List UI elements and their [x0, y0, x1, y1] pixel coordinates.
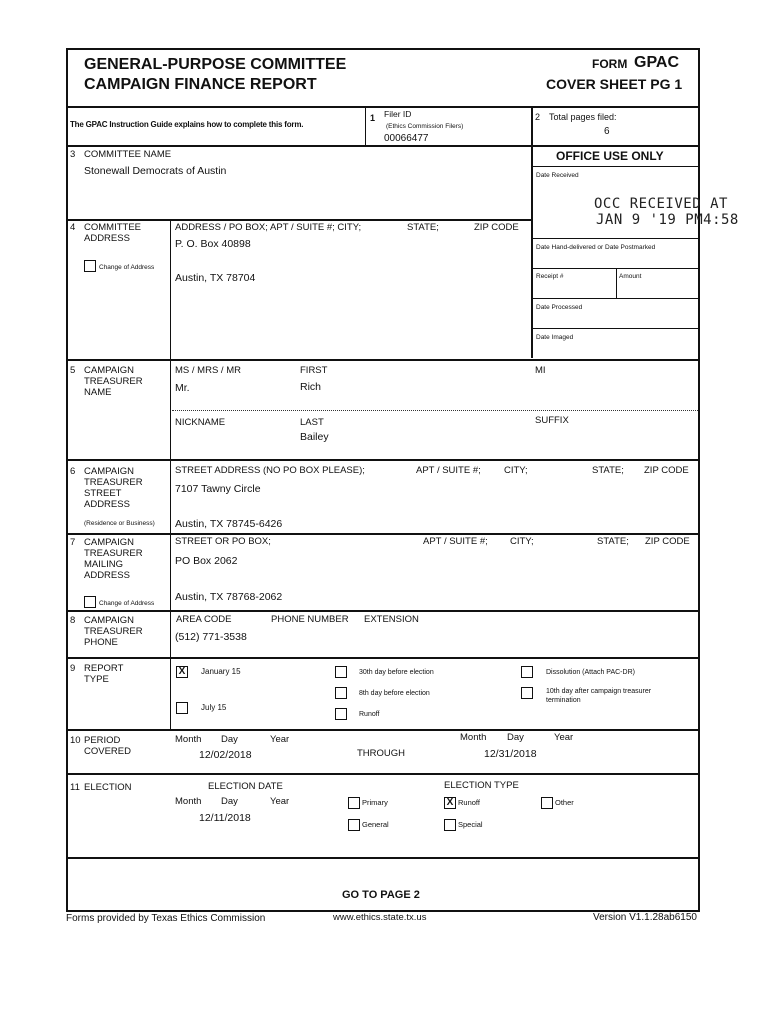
form-code: GPAC: [634, 54, 680, 71]
office-line-3: [531, 298, 700, 299]
election-type-label: ELECTION TYPE: [444, 780, 519, 791]
special-label: Special: [458, 820, 483, 829]
day10-label-line1: 10th day after campaign treasurer: [546, 688, 652, 695]
january15-checkbox[interactable]: X: [176, 666, 188, 678]
form-title-line2: CAMPAIGN FINANCE REPORT: [84, 76, 317, 93]
row-divider-12: [66, 857, 700, 859]
mailing-change-address-checkbox[interactable]: [84, 596, 96, 608]
runoff-report-label: Runoff: [359, 711, 380, 718]
committee-name-value: Stonewall Democrats of Austin: [84, 165, 227, 177]
treasurer-phone-label3: PHONE: [84, 637, 118, 648]
treasurer-street-label1: CAMPAIGN: [84, 466, 134, 477]
report-type-label2: TYPE: [84, 674, 109, 685]
mailing-apt-header: APT / SUITE #;: [423, 536, 488, 547]
section5-number: 5: [70, 365, 76, 376]
street-zip-header: ZIP CODE: [644, 465, 689, 476]
filer-id-label: Filer ID: [384, 109, 412, 119]
period-label1: PERIOD: [84, 735, 121, 746]
committee-name-label: COMMITTEE NAME: [84, 149, 172, 160]
treasurer-name-label1: CAMPAIGN: [84, 365, 134, 376]
row-divider-5: [66, 359, 700, 361]
through-label: THROUGH: [357, 748, 406, 759]
treasurer-mailing-label1: CAMPAIGN: [84, 537, 134, 548]
form-word: FORM: [592, 57, 628, 71]
election-day-label: Day: [221, 796, 238, 807]
filer-id-sublabel: (Ethics Commission Filers): [386, 123, 464, 130]
treasurer-phone-label1: CAMPAIGN: [84, 615, 134, 626]
frame-top: [66, 48, 700, 50]
area-code-label: AREA CODE: [176, 614, 232, 625]
committee-address-header: ADDRESS / PO BOX; APT / SUITE #; CITY;: [175, 222, 362, 233]
runoff-election-checkbox[interactable]: X: [444, 797, 456, 809]
receipt-label: Receipt #: [536, 273, 564, 280]
date-received-label: Date Received: [536, 172, 579, 179]
special-checkbox[interactable]: [444, 819, 456, 831]
pages-number: 2: [535, 112, 541, 122]
mailing-line2: Austin, TX 78768-2062: [175, 591, 283, 603]
suffix-label: SUFFIX: [535, 415, 569, 426]
nickname-label: NICKNAME: [175, 417, 226, 428]
office-line-4: [531, 328, 700, 329]
filer-id-number: 1: [370, 113, 376, 123]
last-name-value: Bailey: [300, 431, 329, 443]
election-month-label: Month: [175, 796, 202, 807]
mailing-line1: PO Box 2062: [175, 555, 238, 567]
section3-number: 3: [70, 149, 76, 160]
instruction-text: The GPAC Instruction Guide explains how to complete this form.: [70, 120, 304, 129]
treasurer-street-label3: STREET: [84, 488, 122, 499]
title-value: Mr.: [175, 382, 190, 394]
row-divider-11: [66, 773, 700, 775]
treasurer-mailing-label3: MAILING: [84, 559, 124, 570]
primary-checkbox[interactable]: [348, 797, 360, 809]
committee-address-line2: Austin, TX 78704: [175, 272, 256, 284]
election-date-label: ELECTION DATE: [208, 781, 283, 792]
january15-label: January 15: [201, 667, 241, 676]
residence-note: (Residence or Business): [84, 520, 155, 527]
election-year-label: Year: [270, 796, 290, 807]
hand-delivered-label: Date Hand-delivered or Date Postmarked: [536, 244, 656, 251]
amount-label: Amount: [619, 273, 642, 280]
frame-right: [698, 48, 700, 912]
dissolution-label: Dissolution (Attach PAC-DR): [546, 669, 635, 676]
vline-5: [170, 360, 171, 460]
date-imaged-label: Date Imaged: [536, 334, 574, 341]
general-checkbox[interactable]: [348, 819, 360, 831]
primary-label: Primary: [362, 798, 388, 807]
pages-label: Total pages filed:: [549, 112, 617, 122]
committee-address-line1: P. O. Box 40898: [175, 238, 251, 250]
treasurer-phone-label2: TREASURER: [84, 626, 143, 637]
period-from-year-label: Year: [270, 734, 290, 745]
treasurer-name-label3: NAME: [84, 387, 112, 398]
general-label: General: [362, 820, 389, 829]
july15-checkbox[interactable]: [176, 702, 188, 714]
section10-number: 10: [70, 735, 81, 746]
section8-number: 8: [70, 615, 76, 626]
row-divider-1: [66, 145, 536, 147]
last-name-label: LAST: [300, 417, 324, 428]
day8-checkbox[interactable]: [335, 687, 347, 699]
period-to-month-label: Month: [460, 732, 487, 743]
committee-zip-header: ZIP CODE: [474, 222, 519, 233]
filer-id-value: 00066477: [384, 133, 429, 144]
treasurer-name-label2: TREASURER: [84, 376, 143, 387]
mailing-change-address-label: Change of Address: [99, 600, 155, 607]
office-line-1: [531, 238, 700, 239]
street-city-header: CITY;: [504, 465, 528, 476]
row-divider-3: [66, 219, 532, 221]
header-divider: [66, 106, 700, 108]
office-use-title: OFFICE USE ONLY: [556, 149, 664, 163]
period-to-day-label: Day: [507, 732, 524, 743]
vline-filer: [365, 108, 366, 146]
committee-state-header: STATE;: [407, 222, 439, 233]
dissolution-checkbox[interactable]: [521, 666, 533, 678]
day8-label: 8th day before election: [359, 690, 430, 697]
row-divider-8: [66, 610, 700, 612]
mailing-header: STREET OR PO BOX;: [175, 536, 271, 547]
extension-label: EXTENSION: [364, 614, 419, 625]
title-label: MS / MRS / MR: [175, 365, 241, 376]
section6-number: 6: [70, 466, 76, 477]
mailing-zip-header: ZIP CODE: [645, 536, 690, 547]
committee-change-address-label: Change of Address: [99, 264, 155, 271]
day10-label-line2: termination: [546, 697, 581, 704]
committee-change-address-checkbox[interactable]: [84, 260, 96, 272]
period-label2: COVERED: [84, 746, 131, 757]
period-to-year-label: Year: [554, 732, 574, 743]
mi-label: MI: [535, 365, 546, 376]
runoff-election-label: Runoff: [458, 798, 480, 807]
runoff-report-checkbox[interactable]: [335, 708, 347, 720]
treasurer-street-label4: ADDRESS: [84, 499, 130, 510]
phone-number-label: PHONE NUMBER: [271, 614, 349, 625]
forms-provided-text: Forms provided by Texas Ethics Commission: [66, 913, 266, 924]
street-line1: 7107 Tawny Circle: [175, 483, 261, 495]
row-divider-9: [66, 657, 700, 659]
vline-addr: [170, 219, 171, 360]
section7-number: 7: [70, 537, 76, 548]
version-text: Version V1.1.28ab6150: [593, 912, 697, 923]
received-stamp-line1: OCC RECEIVED AT: [594, 196, 728, 212]
received-stamp-line2: JAN 9 '19 PM4:58: [596, 212, 739, 228]
street-state-header: STATE;: [592, 465, 624, 476]
other-checkbox[interactable]: [541, 797, 553, 809]
row-divider-6: [66, 459, 700, 461]
treasurer-mailing-label2: TREASURER: [84, 548, 143, 559]
form-title-line1: GENERAL-PURPOSE COMMITTEE: [84, 56, 347, 73]
phone-value: (512) 771-3538: [175, 631, 247, 643]
go-to-page-2: GO TO PAGE 2: [342, 889, 420, 901]
period-from-value: 12/02/2018: [199, 749, 252, 761]
section11-number: 11: [70, 782, 80, 793]
first-name-label: FIRST: [300, 365, 328, 376]
street-apt-header: APT / SUITE #;: [416, 465, 481, 476]
day30-label: 30th day before election: [359, 669, 434, 676]
day30-checkbox[interactable]: [335, 666, 347, 678]
mailing-state-header: STATE;: [597, 536, 629, 547]
mailing-city-header: CITY;: [510, 536, 534, 547]
report-type-label1: REPORT: [84, 663, 124, 674]
section4-number: 4: [70, 222, 76, 233]
election-label: ELECTION: [84, 782, 132, 793]
other-label: Other: [555, 798, 574, 807]
date-processed-label: Date Processed: [536, 304, 583, 311]
section9-number: 9: [70, 663, 76, 674]
row-divider-10: [66, 729, 700, 731]
treasurer-mailing-label4: ADDRESS: [84, 570, 130, 581]
frame-left: [66, 48, 68, 912]
vline-6: [170, 460, 171, 730]
pages-value: 6: [604, 126, 610, 137]
committee-address-label1: COMMITTEE: [84, 222, 141, 233]
day10-checkbox[interactable]: [521, 687, 533, 699]
period-to-value: 12/31/2018: [484, 748, 537, 760]
cover-sheet-label: COVER SHEET PG 1: [546, 76, 683, 92]
committee-address-label2: ADDRESS: [84, 233, 130, 244]
first-name-value: Rich: [300, 381, 322, 393]
dotted-separator: [172, 410, 698, 411]
july15-label: July 15: [201, 703, 227, 712]
treasurer-street-label2: TREASURER: [84, 477, 143, 488]
row-divider-7: [66, 533, 700, 535]
street-line2: Austin, TX 78745-6426: [175, 518, 283, 530]
ethics-url: www.ethics.state.tx.us: [333, 912, 427, 923]
election-date-value: 12/11/2018: [199, 812, 251, 824]
office-vline: [616, 268, 617, 298]
street-header: STREET ADDRESS (NO PO BOX PLEASE);: [175, 465, 365, 476]
period-from-month-label: Month: [175, 734, 202, 745]
period-from-day-label: Day: [221, 734, 238, 745]
